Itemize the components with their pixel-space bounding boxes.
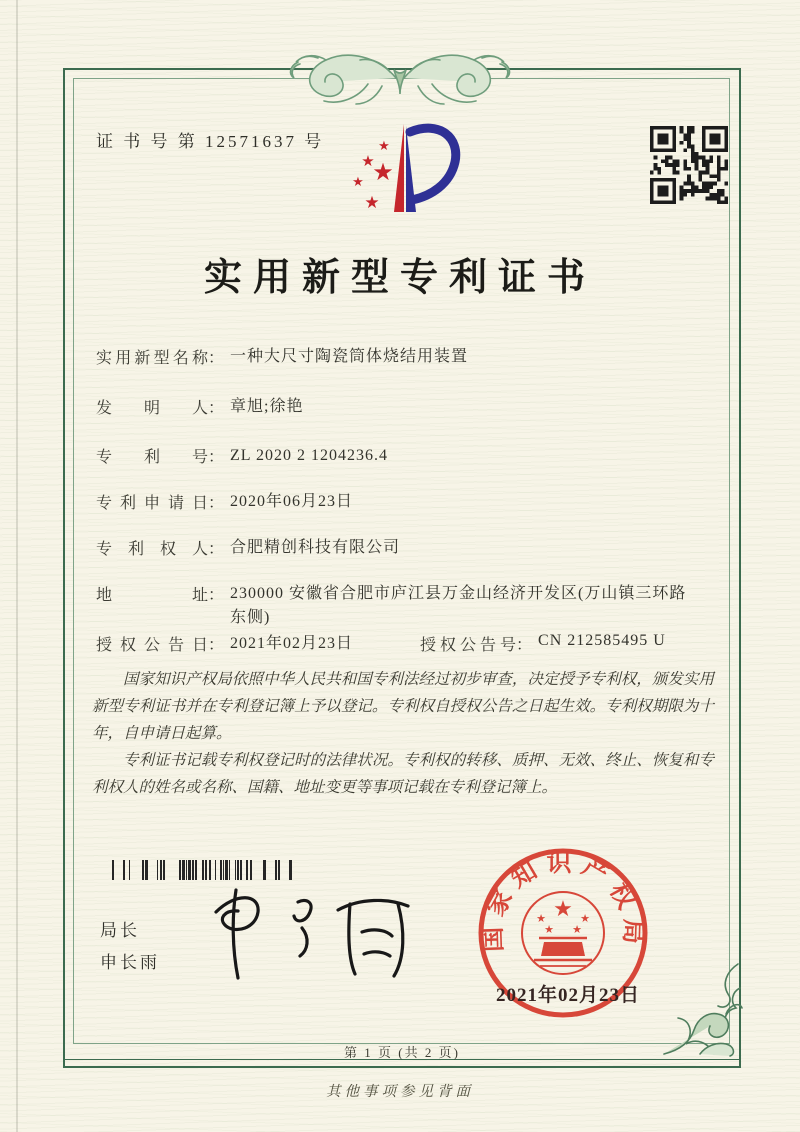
signature-handwriting [202,876,422,986]
field-value: 2020年06月23日 [230,493,354,510]
svg-text:★: ★ [536,912,546,925]
field-value: 一种大尺寸陶瓷筒体烧结用装置 [230,348,469,365]
svg-text:★: ★ [352,175,364,190]
certificate-title: 实用新型专利证书 [203,257,596,299]
field-label: 发明人 [96,400,208,417]
field-colon: ： [208,541,225,558]
svg-text:★: ★ [378,139,390,154]
seal-ring-text: 国家知识产权局 [479,850,647,953]
certificate-number: 证 书 号 第 12571637 号 [96,132,325,151]
top-flourish-ornament-icon [278,42,522,114]
field-row-patent-number [96,444,716,468]
svg-text:★: ★ [544,923,554,936]
svg-text:★: ★ [372,158,394,186]
svg-text:★: ★ [553,897,573,922]
field-label: 专利权人 [96,541,208,558]
legal-text-block [92,666,714,801]
field-row-grant [96,632,716,656]
field-value: 2021年02月23日 [230,635,354,652]
field-label: 专利申请日 [96,495,208,512]
field-row-filing-date [96,490,716,514]
national-emblem-icon [522,892,604,974]
field-value: CN 212585495 U [538,632,666,649]
field-row-inventor [96,395,716,419]
field-value: ZL 2020 2 1204236.4 [230,447,388,464]
field-colon: ： [208,350,225,367]
field-value: 合肥精创科技有限公司 [230,539,401,556]
grant-number-group [420,632,666,655]
officer-name: 申长雨 [100,953,160,972]
back-note: 其他事项参见背面 [326,1084,474,1100]
scan-edge-shadow [16,0,18,1132]
qr-code [650,126,728,204]
field-label: 实用新型名称 [96,350,208,367]
svg-text:★: ★ [580,912,590,925]
legal-paragraph: 专利证书记载专利权登记时的法律状况。专利权的转移、质押、无效、终止、恢复和专利权人的姓名或名称、国籍、地址变更等事项记载在专利登记簿上。 [92,752,714,796]
seal-date: 2021年02月23日 [495,985,640,1006]
svg-text:★: ★ [364,193,380,213]
field-colon: ： [208,495,225,512]
field-label: 授权公告日 [96,637,208,654]
legal-paragraph: 国家知识产权局依照中华人民共和国专利法经过初步审查，决定授予专利权，颁发实用新型专利证书并在专利登记簿上予以登记。专利权自授权公告之日起生效。专利权期限为十年，自申请日起算。 [92,671,714,742]
field-label: 地址 [96,587,208,604]
field-row-address [96,582,716,630]
field-colon: ： [516,637,533,654]
field-label: 专利号 [96,449,208,466]
field-value: 230000 安徽省合肥市庐江县万金山经济开发区(万山镇三环路东侧) [230,585,687,626]
field-row-invention-name [96,345,716,369]
svg-text:★: ★ [361,152,375,170]
field-colon: ： [208,637,225,654]
svg-text:★: ★ [572,923,582,936]
officer-title: 局长 [100,921,140,940]
page-number: 第 1 页 (共 2 页) [344,1045,460,1060]
field-value: 章旭;徐艳 [230,398,304,415]
field-colon: ： [208,400,225,417]
field-colon: ： [208,449,225,466]
field-label: 授权公告号 [420,637,516,654]
field-row-patentee [96,536,716,560]
field-colon: ： [208,587,225,604]
cnipa-logo-icon [334,110,466,228]
